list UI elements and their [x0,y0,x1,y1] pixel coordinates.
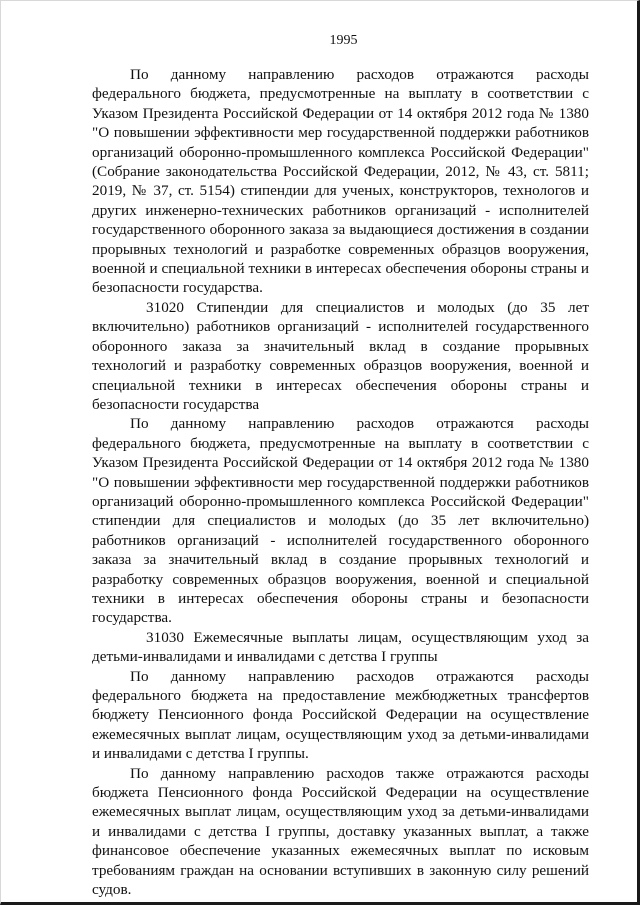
paragraph-code-31020: 31020 Стипендии для специалистов и молодых (до 35 лет включительно) работников организаций - исполнителей государственного оборонного заказа за значительный вклад в создание прорывных технологий и разработку современных образцов вооружения, военной и специальной техники в интересах обеспечения обороны страны и безопасности государства [92,298,589,413]
paragraph-expense-description-1: По данному направлению расходов отражаются расходы федерального бюджета, предусмотренные на выплату в соответствии с Указом Президента Российской Федерации от 14 октября 2012 года № 1380 "О повышении эффективности мер государственной поддержки работников организаций оборонно-промышленного комплекса Российской Федерации" (Собрание законодательства Российской Федерации, 2012, № 43, ст. 5811; 2019, № 37, ст. 5154) стипендии для ученых, конструкторов, технологов и других инженерно-технических работников организаций - исполнителей государственного оборонного заказа за выдающиеся достижения в создании прорывных технологий и разработке современных образцов вооружения, военной и специальной техники в интересах обеспечения обороны страны и безопасности государства. [92,66,589,297]
paragraph-expense-description-2: По данному направлению расходов отражаются расходы федерального бюджета, предусмотренные на выплату в соответствии с Указом Президента Российской Федерации от 14 октября 2012 года № 1380 "О повышении эффективности мер государственной поддержки работников организаций оборонно-промышленного комплекса Российской Федерации" стипендии для специалистов и молодых (до 35 лет включительно) работников организаций - исполнителей государственного оборонного заказа за значительный вклад в создание прорывных технологий и разработку современных образцов вооружения, военной и специальной техники в интересах обеспечения обороны страны и безопасности государства. [92,415,589,627]
paragraph-expense-description-4: По данному направлению расходов также отражаются расходы бюджета Пенсионного фонда Российской Федерации на осуществление ежемесячных выплат лицам, осуществляющим уход за детьми-инвалидами и инвалидами с детства I группы, доставку указанных выплат, а также финансовое обеспечение указанных ежемесячных выплат по исковым требованиям граждан на основании вступивших в законную силу решений судов. [92,764,589,899]
document-page [92,33,589,899]
page-number: 1995 [329,33,358,48]
paragraph-expense-description-3: По данному направлению расходов отражаются расходы федерального бюджета на предоставление межбюджетных трансфертов бюджету Пенсионного фонда Российской Федерации на осуществление ежемесячных выплат лицам, осуществляющим уход за детьми-инвалидами и инвалидами с детства I группы. [92,667,589,763]
paragraph-code-31030: 31030 Ежемесячные выплаты лицам, осуществляющим уход за детьми-инвалидами и инвалидами с детства I группы [92,628,589,666]
